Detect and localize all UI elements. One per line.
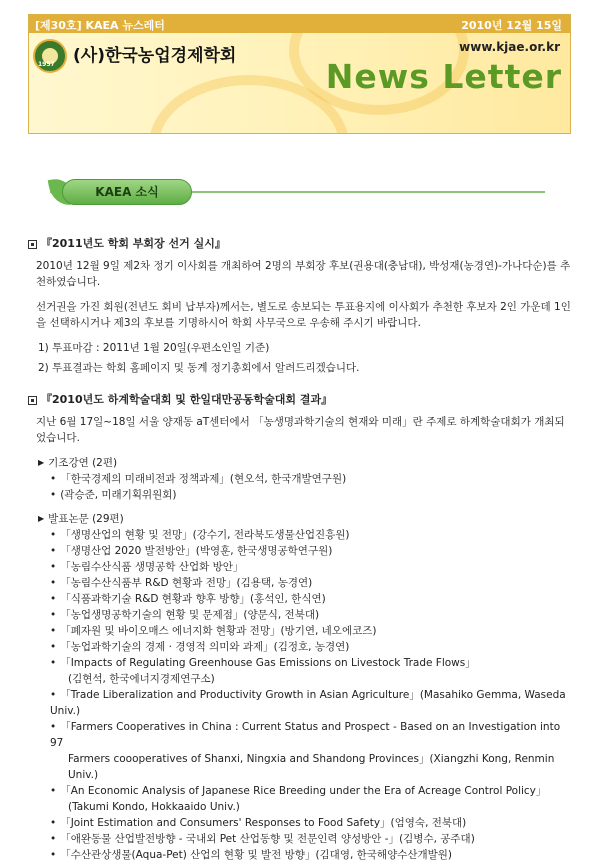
section2-heading bbox=[28, 392, 574, 408]
paper-title: 「Joint Estimation and Consumers' Responses to Food Safety」(엄영숙, 전북대) bbox=[60, 817, 467, 829]
bullet-dot-icon: • bbox=[50, 833, 57, 845]
paper-title: 「농림수산식품 생명공학 산업화 방안」 bbox=[60, 561, 244, 573]
paper-item bbox=[50, 655, 574, 671]
bullet-dot-icon: • bbox=[50, 657, 57, 669]
papers-header bbox=[38, 511, 574, 527]
bullet-dot-icon: • bbox=[50, 641, 57, 653]
paper-item bbox=[50, 831, 574, 847]
website-link[interactable]: www.kjae.or.kr bbox=[459, 40, 560, 54]
section2-intro: 지난 6월 17일~18일 서울 양재동 aT센터에서 「농생명과학기술의 현재와 미래」란 주제로 하계학술대회가 개최되었습니다. bbox=[36, 416, 565, 444]
paper-title: 「폐자원 및 바이오매스 에너지화 현황과 전망」(방기연, 네오에코즈) bbox=[60, 625, 377, 637]
keynote-text: (곽승준, 미래기획위원회) bbox=[60, 489, 177, 501]
bullet-dot-icon: • bbox=[50, 489, 57, 501]
paper-list bbox=[28, 527, 574, 863]
paper-title: 「생명산업 2020 발전방안」(박영훈, 한국생명공학연구원) bbox=[60, 545, 333, 557]
paper-item bbox=[50, 687, 574, 719]
banner-top-bar bbox=[29, 15, 570, 33]
keynote-list bbox=[28, 471, 574, 503]
bullet-dot-icon: • bbox=[50, 609, 57, 621]
keynote-item bbox=[50, 471, 574, 487]
paper-title: 「농림수산식품부 R&D 현황과 전망」(김용택, 농경연) bbox=[60, 577, 313, 589]
triangle-bullet-icon: ▶ bbox=[38, 514, 45, 523]
paper-title: 「Impacts of Regulating Greenhouse Gas Emissions on Livestock Trade Flows」 bbox=[60, 657, 476, 669]
bullet-dot-icon: • bbox=[50, 721, 57, 733]
paper-item bbox=[50, 607, 574, 623]
bullet-dot-icon: • bbox=[50, 593, 57, 605]
paper-title: 「농업생명공학기술의 현황 및 문제점」(양문식, 전북대) bbox=[60, 609, 320, 621]
bullet-dot-icon: • bbox=[50, 577, 57, 589]
section-tag bbox=[50, 178, 545, 206]
newsletter-title: News Letter bbox=[325, 57, 562, 96]
keynote-header bbox=[38, 455, 574, 471]
paper-title: 「Farmers Cooperatives in China : Current Status and Prospect - Based on an Investigation into 97 bbox=[50, 721, 561, 749]
paper-title: 「애완동물 산업발전방향 - 국내외 Pet 산업동향 및 전문인력 양성방안 -」(김병수, 공주대) bbox=[60, 833, 475, 845]
paper-item bbox=[50, 783, 574, 799]
paper-item bbox=[50, 559, 574, 575]
paper-item bbox=[50, 815, 574, 831]
bullet-dot-icon: • bbox=[50, 625, 57, 637]
paper-continuation: Farmers coooperatives of Shanxi, Ningxia and Shandong Provinces」(Xiangzhi Kong, Renmin Univ.) bbox=[68, 753, 555, 781]
paper-item bbox=[50, 543, 574, 559]
paper-item bbox=[50, 847, 574, 863]
issue-label: [제30호] KAEA 뉴스레터 bbox=[35, 19, 165, 32]
paper-title: 「농업과학기술의 경제 · 경영적 의미와 과제」(김정호, 농경연) bbox=[60, 641, 350, 653]
paper-title: 「생명산업의 현황 및 전망」(강수기, 전라북도생물산업진흥원) bbox=[60, 529, 350, 541]
paper-title: 「식품과학기술 R&D 현황과 향후 방향」(홍석인, 한식연) bbox=[60, 593, 326, 605]
square-bullet-icon bbox=[28, 396, 37, 405]
section1-heading-text: 『2011년도 학회 부회장 선거 실시』 bbox=[41, 237, 226, 250]
paper-item bbox=[50, 575, 574, 591]
newsletter-banner bbox=[28, 14, 571, 134]
keynote-text: 「한국경제의 미래비전과 정책과제」(현오석, 한국개발연구원) bbox=[60, 473, 347, 485]
section1-heading bbox=[28, 236, 574, 252]
bullet-dot-icon: • bbox=[50, 817, 57, 829]
society-logo bbox=[33, 39, 67, 73]
paper-title: 「An Economic Analysis of Japanese Rice Breeding under the Era of Acreage Control Policy」 bbox=[60, 785, 547, 797]
paper-title: 「Trade Liberalization and Productivity Growth in Asian Agriculture」(Masahiko Gemma, Waseda Univ.) bbox=[50, 689, 566, 717]
section1-item: 2) 투표결과는 학회 홈페이지 및 동계 정기총회에서 알려드리겠습니다. bbox=[38, 362, 360, 374]
paper-item bbox=[50, 527, 574, 543]
keynote-header-text: 기조강연 (2편) bbox=[48, 457, 118, 469]
bullet-dot-icon: • bbox=[50, 473, 57, 485]
keynote-item bbox=[50, 487, 574, 503]
paper-continuation: (김현석, 한국에너지경제연구소) bbox=[68, 673, 215, 685]
bullet-dot-icon: • bbox=[50, 561, 57, 573]
papers-header-text: 발표논문 (29편) bbox=[48, 513, 124, 525]
bullet-dot-icon: • bbox=[50, 529, 57, 541]
triangle-bullet-icon: ▶ bbox=[38, 458, 45, 467]
paper-item bbox=[50, 591, 574, 607]
section1-paragraph: 선거권을 가진 회원(전년도 회비 납부자)께서는, 별도로 송보되는 투표용지에 이사회가 추천한 후보자 2인 가운데 1인을 선택하시거나 제3의 후보를 기명하시어 학회 사무국으로 우송해 주시기 바랍니다. bbox=[36, 301, 571, 329]
section1-paragraph: 2010년 12월 9일 제2차 정기 이사회를 개최하여 2명의 부회장 후보(권용대(충남대), 박성재(농경연)-가나다순)를 추천하였습니다. bbox=[36, 260, 571, 288]
square-bullet-icon bbox=[28, 240, 37, 249]
bullet-dot-icon: • bbox=[50, 689, 57, 701]
section-tag-label: KAEA 소식 bbox=[62, 179, 192, 205]
logo-text: 1957 bbox=[38, 61, 55, 68]
bullet-dot-icon: • bbox=[50, 785, 57, 797]
paper-item bbox=[50, 639, 574, 655]
section1-item: 1) 투표마감 : 2011년 1월 20일(우편소인일 기준) bbox=[38, 342, 270, 354]
bullet-dot-icon: • bbox=[50, 545, 57, 557]
paper-title: 「수산관상생물(Aqua-Pet) 산업의 현황 및 발전 방향」(김대영, 한국해양수산개발원) bbox=[60, 849, 453, 861]
newsletter-content bbox=[28, 236, 574, 863]
paper-item bbox=[50, 623, 574, 639]
paper-item bbox=[50, 719, 574, 751]
bullet-dot-icon: • bbox=[50, 849, 57, 861]
paper-continuation: (Takumi Kondo, Hokkaaido Univ.) bbox=[68, 801, 240, 813]
section2-heading-text: 『2010년도 하계학술대회 및 한일대만공동학술대회 결과』 bbox=[41, 393, 333, 406]
organization-name: (사)한국농업경제학회 bbox=[73, 46, 237, 66]
issue-date: 2010년 12월 15일 bbox=[461, 19, 562, 32]
